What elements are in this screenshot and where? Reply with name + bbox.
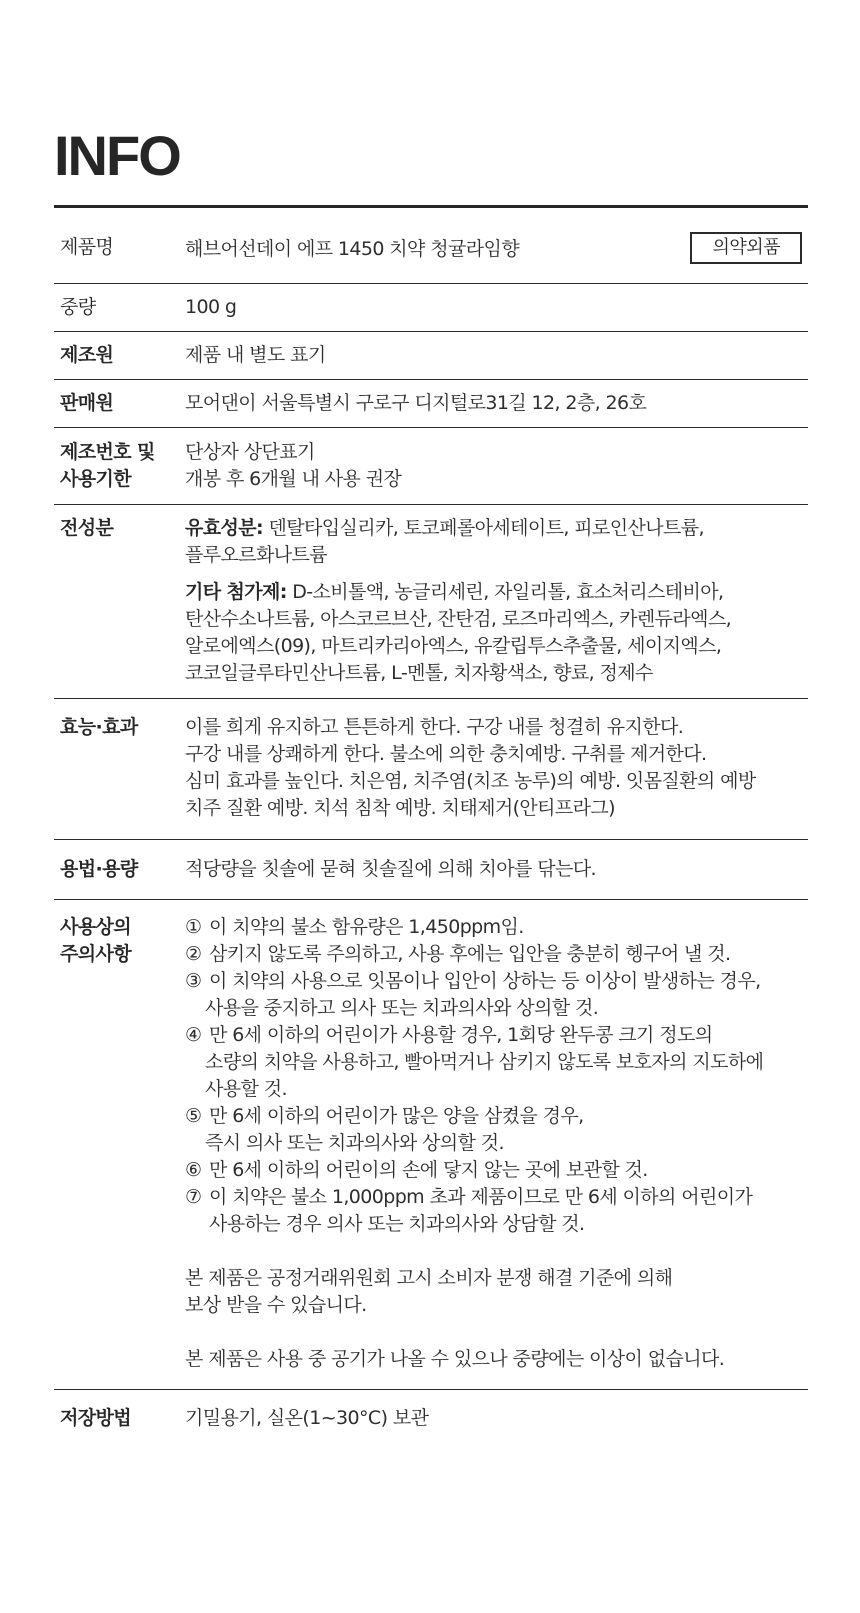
label-lot-expiry: 제조번호 및 사용기한: [54, 428, 185, 505]
label-product-name: 제품명: [54, 208, 185, 284]
label-usage: 용법·용량: [54, 840, 185, 900]
row-usage: [54, 840, 808, 900]
row-cautions: [54, 900, 808, 1390]
label-seller: 판매원: [54, 380, 185, 428]
row-seller: [54, 380, 808, 428]
value-usage: 적당량을 칫솔에 묻혀 칫솔질에 의해 치아를 닦는다.: [185, 840, 808, 900]
value-weight: 100 g: [185, 284, 808, 332]
caution-item: ④ 만 6세 이하의 어린이가 사용할 경우, 1회당 완두콩 크기 정도의 소량의 치약을 사용하고, 빨아먹거나 삼키지 않도록 보호자의 지도하에 사용할 것.: [185, 1024, 764, 1100]
value-manufacturer: 제품 내 별도 표기: [185, 332, 808, 380]
row-manufacturer: [54, 332, 808, 380]
label-cautions: 사용상의 주의사항: [54, 900, 185, 1390]
row-weight: [54, 284, 808, 332]
page-title: INFO: [54, 124, 180, 187]
label-weight: 중량: [54, 284, 185, 332]
quasi-drug-badge: 의약외품: [690, 232, 802, 264]
active-ingredients: 유효성분: 덴탈타입실리카, 토코페롤아세테이트, 피로인산나트륨, 플루오르화나트륨: [185, 517, 704, 566]
value-lot-expiry: 단상자 상단표기 개봉 후 6개월 내 사용 권장: [185, 428, 808, 505]
air-notice: 본 제품은 사용 중 공기가 나올 수 있으나 중량에는 이상이 없습니다.: [185, 1348, 725, 1370]
caution-item: ⑦ 이 치약은 불소 1,000ppm 초과 제품이므로 만 6세 이하의 어린이가 사용하는 경우 의사 또는 치과의사와 상담할 것.: [185, 1186, 753, 1235]
caution-item: ② 삼키지 않도록 주의하고, 사용 후에는 입안을 충분히 헹구어 낼 것.: [185, 943, 731, 965]
value-product-name: 해브어선데이 에프 1450 치약 청귤라임향: [185, 237, 520, 260]
caution-item: ① 이 치약의 불소 함유량은 1,450ppm임.: [185, 916, 524, 938]
label-ingredients: 전성분: [54, 505, 185, 699]
label-manufacturer: 제조원: [54, 332, 185, 380]
row-storage: [54, 1390, 808, 1448]
value-ingredients: [185, 505, 808, 699]
caution-item: ③ 이 치약의 사용으로 잇몸이나 입안이 상하는 등 이상이 발생하는 경우, 사용을 중지하고 의사 또는 치과의사와 상의할 것.: [185, 970, 761, 1019]
other-ingredients: 기타 첨가제: D-소비톨액, 농글리세린, 자일리톨, 효소처리스테비아, 탄산수소나트륨, 아스코르브산, 잔탄검, 로즈마리엑스, 카렌듀라엑스, 알로에엑스(09), 마트리카리아엑스, 유칼립투스추출물, 세이지엑스, 코코일글루타민산나트륨, L-멘톨, 치자황색소, 향료, 정제수: [185, 581, 732, 684]
value-effects: 이를 희게 유지하고 튼튼하게 한다. 구강 내를 청결히 유지한다. 구강 내를 상쾌하게 한다. 불소에 의한 충치예방. 구취를 제거한다. 심미 효과를 높인다. 치은염, 치주염(치조 농루)의 예방. 잇몸질환의 예방 치주 질환 예방. 치석 침착 예방. 치태제거(안티프라그): [185, 699, 808, 840]
info-table: [54, 208, 808, 1447]
value-storage: 기밀용기, 실온(1~30°C) 보관: [185, 1407, 429, 1429]
row-effects: [54, 699, 808, 840]
label-effects: 효능·효과: [54, 699, 185, 840]
row-lot-expiry: [54, 428, 808, 505]
caution-item: ⑤ 만 6세 이하의 어린이가 많은 양을 삼켰을 경우, 즉시 의사 또는 치과의사와 상의할 것.: [185, 1105, 584, 1154]
value-cautions: [185, 900, 808, 1390]
caution-item: ⑥ 만 6세 이하의 어린이의 손에 닿지 않는 곳에 보관할 것.: [185, 1159, 648, 1181]
value-seller: 모어댄이 서울특별시 구로구 디지털로31길 12, 2층, 26호: [185, 380, 808, 428]
label-storage: 저장방법: [60, 1407, 132, 1429]
row-ingredients: [54, 505, 808, 699]
row-product-name: [54, 208, 808, 284]
dispute-notice: 본 제품은 공정거래위원회 고시 소비자 분쟁 해결 기준에 의해 보상 받을 수 있습니다.: [185, 1267, 673, 1316]
